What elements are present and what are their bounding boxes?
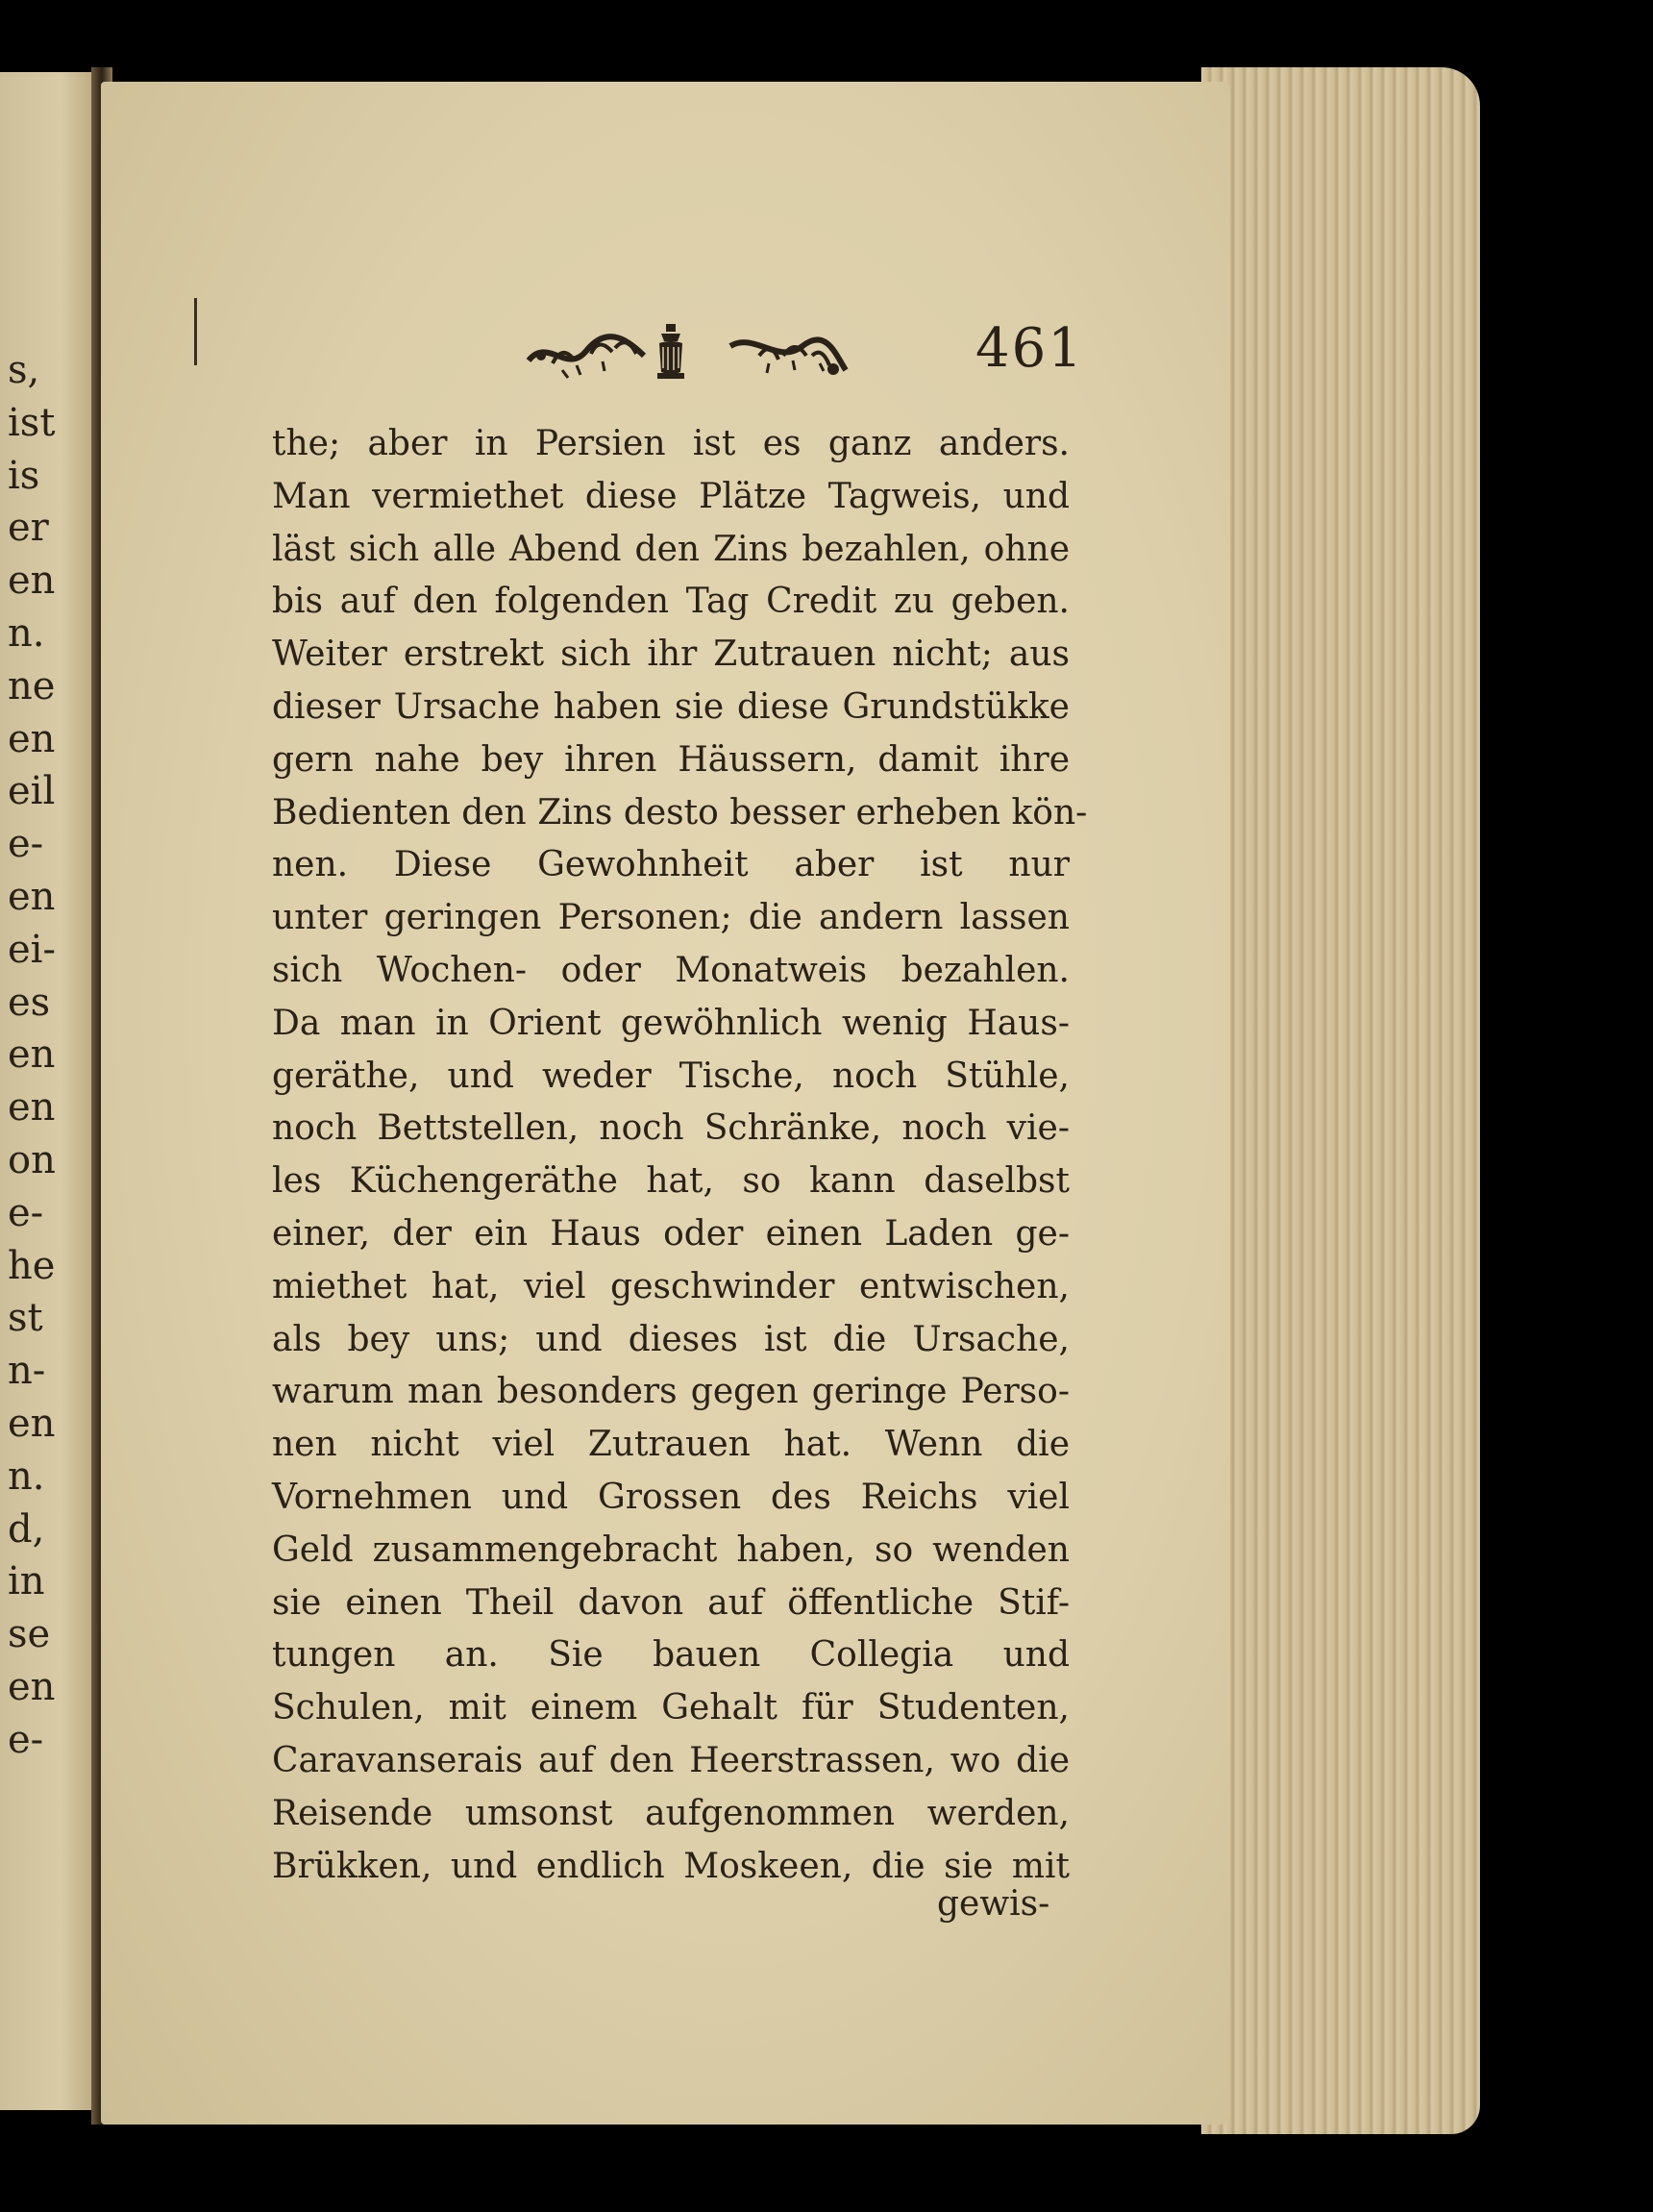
facing-line-fragment: ei- [8,927,56,972]
page-number: 461 [975,317,1084,380]
facing-line-fragment: en [8,1665,56,1709]
facing-line-fragment: in [8,1559,45,1604]
text-line: Geld zusammengebracht haben, so wenden [272,1529,1070,1570]
text-line: warum man besonders gegen geringe Perso- [272,1372,1070,1412]
facing-line-fragment: eil [8,769,56,814]
facing-line-fragment: is [8,453,40,498]
facing-line-fragment: en [8,1085,56,1131]
facing-line-fragment: ne [8,663,56,708]
page-edges [1201,67,1480,2134]
facing-page-fragment [0,72,101,2110]
facing-line-fragment: en [8,559,56,604]
text-line: Man vermiethet diese Plätze Tagweis, und [272,476,1070,516]
facing-line-fragment: er [8,506,49,551]
facing-line-fragment: he [8,1243,56,1288]
facing-line-fragment: s, [8,348,40,392]
text-line: miethet hat, viel geschwinder entwischen, [272,1266,1070,1306]
text-line: Vornehmen und Grossen des Reichs viel [272,1477,1070,1517]
text-line: gern nahe bey ihren Häussern, damit ihre [272,739,1070,780]
facing-line-fragment: d, [8,1506,45,1552]
facing-line-fragment: en [8,1402,56,1446]
catchword: gewis- [937,1884,1050,1924]
text-line: Da man in Orient gewöhnlich wenig Haus- [272,1003,1070,1043]
text-line: einer, der ein Haus oder einen Laden ge- [272,1213,1070,1254]
text-line: unter geringen Personen; die andern lassen [272,898,1070,938]
text-line: les Küchengeräthe hat, so kann daselbst [272,1161,1070,1202]
facing-line-fragment: se [8,1612,51,1657]
text-line: noch Bettstellen, noch Schränke, noch vie- [272,1108,1070,1149]
facing-line-fragment: e- [8,822,44,867]
leaf-ornament-icon [726,327,851,385]
facing-line-fragment: es [8,980,51,1025]
facing-line-fragment: n- [8,1349,46,1394]
text-line: Bedienten den Zins desto besser erheben kön- [272,792,1088,833]
facing-line-fragment: on [8,1138,56,1182]
text-line: the; aber in Persien ist es ganz anders. [272,424,1070,463]
urn-ornament-icon [654,322,688,382]
facing-line-fragment: e- [8,1190,44,1235]
text-line: als bey uns; und dieses ist die Ursache, [272,1319,1070,1359]
text-line: nen nicht viel Zutrauen hat. Wenn die [272,1425,1070,1465]
text-line: Reisende umsonst aufgenommen werden, [272,1793,1070,1833]
page-header [524,317,1084,389]
facing-line-fragment: en [8,875,56,919]
text-line: Weiter erstrekt sich ihr Zutrauen nicht; aus [272,634,1070,675]
text-line: Schulen, mit einem Gehalt für Studenten, [272,1688,1070,1728]
text-line: geräthe, und weder Tische, noch Stühle, [272,1056,1070,1096]
text-line: läst sich alle Abend den Zins bezahlen, ohne [272,529,1070,569]
facing-line-fragment: n. [8,1454,45,1499]
text-line: Caravanserais auf den Heerstrassen, wo die [272,1740,1070,1780]
text-line: dieser Ursache haben sie diese Grundstükke [272,686,1070,727]
facing-line-fragment: n. [8,611,45,656]
body-text [272,418,1088,1893]
facing-line-fragment: e- [8,1717,44,1762]
text-line: nen. Diese Gewohnheit aber ist nur [272,845,1070,885]
text-line: tungen an. Sie bauen Collegia und [272,1635,1070,1676]
facing-line-fragment: ist [8,400,56,445]
facing-line-fragment: en [8,716,56,761]
facing-line-fragment: en [8,1032,56,1078]
facing-line-fragment: st [8,1296,43,1341]
book-page [101,82,1230,2125]
text-line: bis auf den folgenden Tag Credit zu geben. [272,582,1070,622]
margin-mark [194,298,197,365]
text-line: Brükken, und endlich Moskeen, die sie mit [272,1846,1070,1886]
text-line: sich Wochen- oder Monatweis bezahlen. [272,950,1070,990]
vine-ornament-icon [524,327,649,385]
text-line: sie einen Theil davon auf öffentliche Stif- [272,1582,1070,1623]
